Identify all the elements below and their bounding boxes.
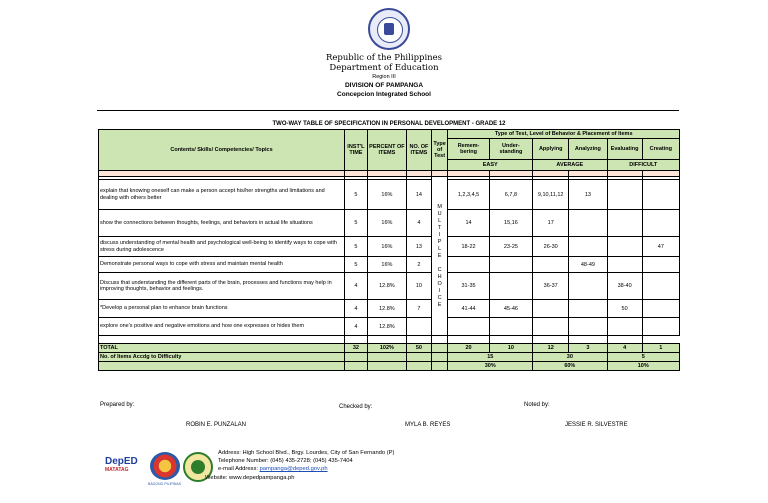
deped-seal-logo [368,8,410,50]
col-topics-header: Contents/ Skills/ Competencies/ Topics [99,130,345,171]
col-type-of-test-header: Type of Test [431,130,448,171]
col-percent-header: PERCENT OF ITEMS [367,130,406,171]
total-row: TOTAL 32 102% 50 20 10 12 3 4 1 [99,344,680,353]
topic-cell: discuss understanding of mental health and psychological well-being to identify ways to cope with stress during adolescence [99,237,345,257]
table-row: discuss understanding of mental health and psychological well-being to identify ways to cope with stress during adolescence 5 16% 13 18-22 23-25 26-30 47 [99,237,680,257]
difficulty-easy: EASY [448,160,533,171]
topic-cell: Discuss that understanding the different parts of the brain, processes and functions may help in improving thoughts, behavior and feelings. [99,273,345,300]
table-row: Demonstrate personal ways to cope with stress and maintain mental health 5 16% 2 48-49 [99,257,680,273]
deped-matatag-logo: DepED MATATAG [105,456,138,473]
table-row: explore one's positive and negative emotions and how one expresses or hides them 4 12.8% [99,318,680,336]
header-division: DIVISION OF PAMPANGA [344,82,424,89]
header-region: Region III [372,74,396,80]
footer-telephone: Telephone Number: (045) 435-2728; (045) 435-7404 [218,458,353,464]
topic-cell: Demonstrate personal ways to cope with stress and maintain mental health [99,257,345,273]
footer-email-link[interactable]: pampanga@deped.gov.ph [259,466,328,472]
table-row: Discuss that understanding the different parts of the brain, processes and functions may help in improving thoughts, behavior and feelings. 4 12.8% 10 31-35 36-37 38-40 [99,273,680,300]
table-row: explain that knowing oneself can make a person accept his/her strengths and limitations and dealing with others better 5 16% 14 1,2,3,4,5 6,7,8 9,10,11,12 13 [99,180,680,210]
checked-name: MYLA B. REYES [405,422,451,428]
footer-address: Address: High School Blvd., Brgy. Lourdes, City of San Fernando (P) [218,450,395,456]
difficulty-average: AVERAGE [533,160,607,171]
footer-email-line: e-mail Address: pampanga@deped.gov.ph [218,466,328,472]
col-no-items-header: NO. OF ITEMS [407,130,432,171]
header-department: Department of Education [329,63,439,73]
level-remembering: Remem-bering [448,139,489,160]
header-school: Concepcion Integrated School [337,91,431,98]
noted-by-label: Noted by: [524,402,550,408]
header-republic: Republic of the Philippines [325,53,443,63]
difficulty-count-row: No. of Items Accdg to Difficulty 15 30 5 [99,353,680,362]
topic-cell: explore one's positive and negative emotions and how one expresses or hides them [99,318,345,336]
level-evaluating: Evaluating [607,139,642,160]
topic-cell: explain that knowing oneself can make a person accept his/her strengths and limitations and dealing with others better [99,180,345,210]
col-inst-time-header: INST'L TIME [345,130,368,171]
level-understanding: Under-standing [489,139,532,160]
difficulty-percent-row: 30% 60% 10% [99,362,680,371]
bagong-pilipinas-label: BAGONG PILIPINAS [148,482,182,486]
checked-by-label: Checked by: [339,404,373,410]
total-label: TOTAL [99,344,345,353]
difficulty-label: No. of Items Accdg to Difficulty [99,353,345,362]
group-header: Type of Test, Level of Behavior & Placement of Items [448,130,680,139]
topic-cell: *Develop a personal plan to enhance brain functions [99,300,345,318]
prepared-by-label: Prepared by: [100,402,135,408]
specification-table [98,129,680,371]
type-of-test-vertical: M U L T I P L E C H O I C E [431,177,448,336]
table-row: *Develop a personal plan to enhance brain functions 4 12.8% 7 41-44 45-46 50 [99,300,680,318]
difficulty-difficult: DIFFICULT [607,160,679,171]
table-row: show the connections between thoughts, feelings, and behaviors in actual life situations 5 16% 4 14 15,16 17 [99,210,680,237]
table-title: TWO-WAY TABLE OF SPECIFICATION IN PERSONAL DEVELOPMENT - GRADE 12 [272,121,506,127]
footer-website: Website: www.depedpampanga.ph [205,475,295,481]
level-applying: Applying [533,139,569,160]
bagong-pilipinas-logo [150,452,180,480]
level-creating: Creating [642,139,679,160]
prepared-name: ROBIN E. PUNZALAN [186,422,247,428]
header-divider [97,110,679,111]
level-analyzing: Analyzing [569,139,607,160]
noted-name: JESSIE R. SILVESTRE [565,422,628,428]
topic-cell: show the connections between thoughts, feelings, and behaviors in actual life situations [99,210,345,237]
